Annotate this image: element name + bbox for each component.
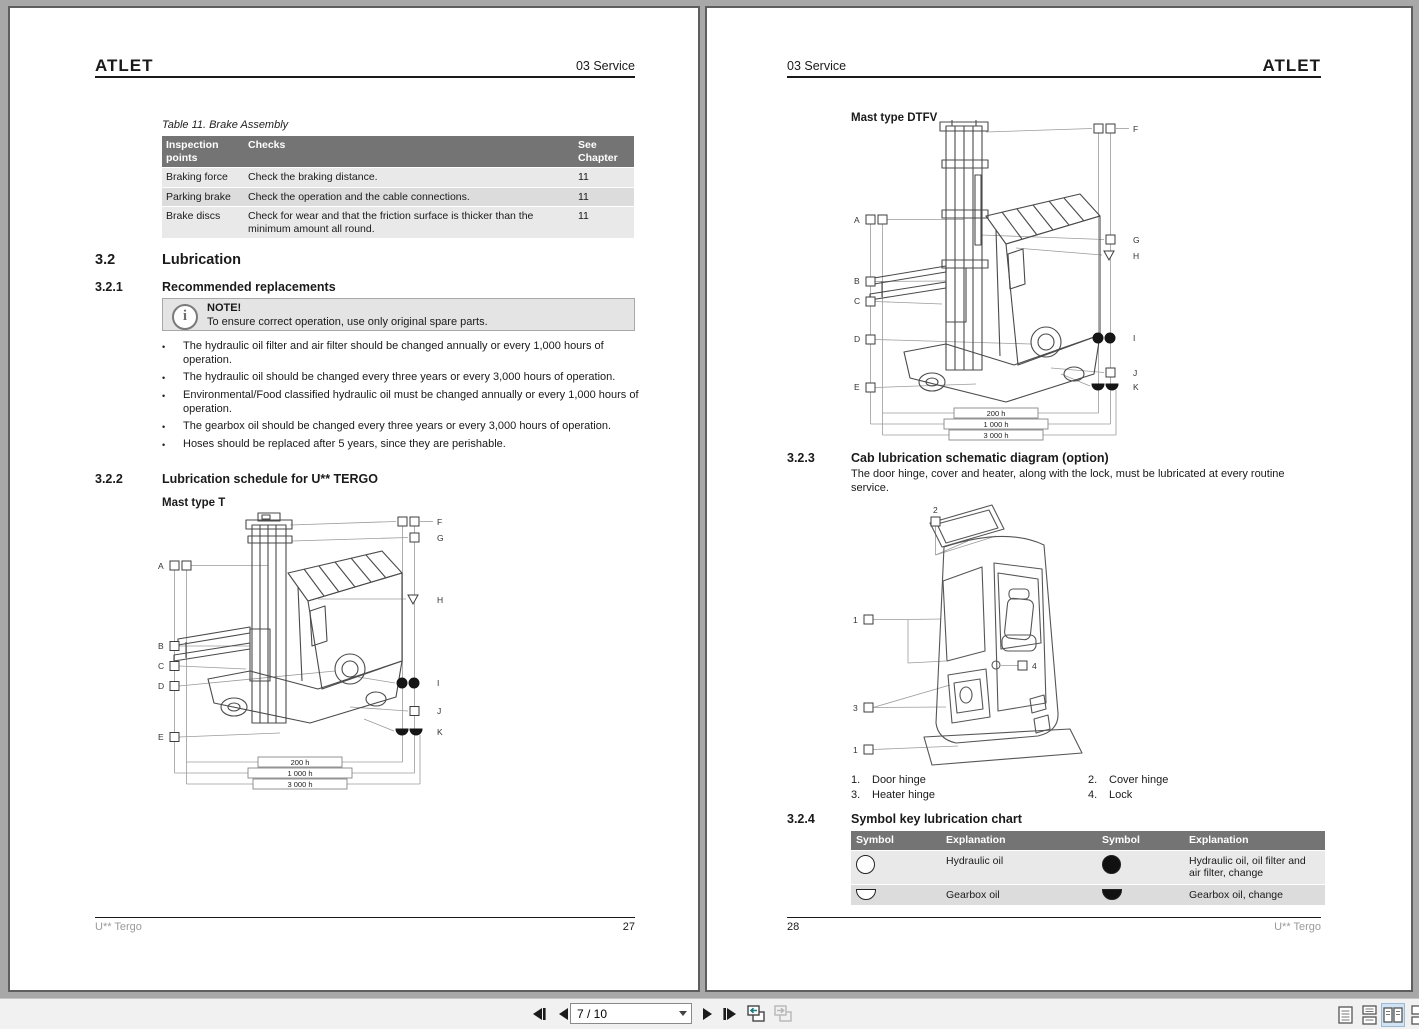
page-header	[95, 58, 635, 78]
section-3-2-2	[95, 472, 635, 486]
callout-a: A	[158, 561, 164, 571]
note-box	[162, 298, 635, 331]
callout-i: I	[1133, 333, 1136, 343]
bullet-icon: •	[162, 373, 166, 383]
bullet-icon: •	[162, 342, 166, 352]
callout-h: H	[1133, 251, 1140, 261]
col-header: Explanation	[941, 831, 1097, 850]
chapter-label: 03 Service	[575, 59, 635, 73]
callout-g: G	[437, 533, 444, 543]
callout-c: C	[854, 296, 861, 306]
section-3-2	[95, 252, 635, 268]
table-caption: Table 11. Brake Assembly	[162, 119, 289, 131]
col-header: Symbol	[851, 831, 941, 850]
table-cell: Braking force	[162, 167, 244, 187]
section-title: Recommended replacements	[162, 280, 336, 294]
table-cell: Check the braking distance.	[244, 167, 574, 187]
callout-d: D	[158, 681, 165, 691]
legend-item: 1. Door hinge	[851, 774, 926, 786]
legend-200h: 200 h	[290, 758, 310, 767]
manual-page-28	[705, 6, 1413, 992]
page-number-input[interactable]	[571, 1006, 675, 1022]
table-cell: Check the operation and the cable connections.	[244, 187, 574, 207]
table-cell: Parking brake	[162, 187, 244, 207]
hydraulic-oil-change-symbol	[1097, 850, 1184, 884]
mast-type-t-diagram	[150, 511, 450, 792]
legend-1000h: 1 000 h	[983, 420, 1009, 429]
callout-a: A	[854, 215, 860, 225]
legend-3000h: 3 000 h	[983, 431, 1009, 440]
page-footer	[787, 917, 1321, 933]
col-header: Inspection points	[162, 136, 244, 167]
footer-model: U** Tergo	[1274, 921, 1321, 933]
info-icon: i	[172, 304, 198, 330]
legend-item: 3. Heater hinge	[851, 789, 935, 801]
section-number: 3.2.4	[787, 812, 815, 826]
callout-b: B	[158, 641, 164, 651]
section-number: 3.2.2	[95, 472, 123, 486]
list-item: • The gearbox oil should be changed every three years or every 3,000 hours of operation.	[162, 420, 612, 432]
callout-h: H	[437, 595, 444, 605]
section-number: 3.2.3	[787, 451, 815, 465]
bullet-icon: •	[162, 440, 166, 450]
gearbox-oil-change-symbol	[1097, 884, 1184, 906]
next-page-button[interactable]	[697, 1003, 719, 1025]
previous-view-button[interactable]	[746, 1003, 768, 1025]
atlet-logo: ATLET	[1262, 56, 1321, 75]
callout-j: J	[437, 706, 442, 716]
hydraulic-oil-symbol	[851, 850, 941, 884]
table-cell: Hydraulic oil, oil filter and air filter, change	[1184, 850, 1325, 884]
table-cell: 11	[574, 206, 634, 238]
bullet-list	[162, 339, 640, 455]
footer-model: U** Tergo	[95, 921, 142, 933]
facing-continuous-view-button[interactable]	[1409, 1003, 1419, 1027]
mast-type-dtfv-diagram	[846, 120, 1146, 444]
mast-type-label: Mast type T	[162, 497, 226, 509]
atlet-logo: ATLET	[95, 56, 154, 75]
callout-e: E	[854, 382, 860, 392]
col-header: Symbol	[1097, 831, 1184, 850]
section-number: 3.2.1	[95, 280, 123, 294]
mast-type-label: Mast type DTFV	[851, 112, 938, 124]
list-item: • Hoses should be replaced after 5 years, since they are perishable.	[162, 438, 506, 450]
note-text: To ensure correct operation, use only original spare parts.	[207, 316, 488, 328]
two-page-view-button[interactable]	[1381, 1003, 1405, 1027]
section-3-2-3	[787, 451, 1332, 465]
table-cell: Gearbox oil, change	[1184, 884, 1325, 906]
note-title: NOTE!	[207, 302, 242, 314]
callout-f: F	[437, 517, 443, 527]
viewer-toolbar	[0, 998, 1419, 1029]
table-cell: Hydraulic oil	[941, 850, 1097, 884]
table-cell: Gearbox oil	[941, 884, 1097, 906]
list-item: • Environmental/Food classified hydraulic oil must be changed annually or every 1,000 hours of operation.	[162, 389, 639, 415]
section-3-2-4	[787, 812, 1332, 826]
callout-d: D	[854, 334, 861, 344]
cab-callout-1b: 1	[853, 745, 858, 755]
cab-legend	[851, 773, 1325, 803]
callout-j: J	[1133, 368, 1138, 378]
section-body: The door hinge, cover and heater, along with the lock, must be lubricated at every routine service.	[851, 468, 1285, 494]
table-cell: Brake discs	[162, 206, 244, 238]
table-cell: 11	[574, 167, 634, 187]
page-footer	[95, 917, 635, 933]
next-view-button[interactable]	[773, 1003, 795, 1025]
col-header: Checks	[244, 136, 574, 167]
table-cell: Check for wear and that the friction surface is thicker than the minimum amount all round.	[244, 206, 574, 238]
page-header	[787, 58, 1321, 78]
first-page-button[interactable]	[528, 1003, 550, 1025]
cab-callout-4: 4	[1032, 661, 1037, 671]
section-title: Lubrication schedule for U** TERGO	[162, 472, 378, 486]
section-number: 3.2	[95, 252, 116, 268]
cab-callout-3: 3	[853, 703, 858, 713]
legend-item: 4. Lock	[1088, 789, 1133, 801]
callout-b: B	[854, 276, 860, 286]
cab-lubrication-diagram	[846, 503, 1126, 771]
single-page-view-button[interactable]	[1333, 1003, 1357, 1027]
section-title: Lubrication	[162, 252, 241, 268]
footer-page-number: 27	[622, 921, 635, 933]
callout-k: K	[1133, 382, 1139, 392]
callout-e: E	[158, 732, 164, 742]
callout-g: G	[1133, 235, 1140, 245]
table-cell: 11	[574, 187, 634, 207]
section-title: Symbol key lubrication chart	[851, 812, 1022, 826]
last-page-button[interactable]	[719, 1003, 741, 1025]
legend-3000h: 3 000 h	[287, 780, 313, 789]
continuous-view-button[interactable]	[1357, 1003, 1381, 1027]
dropdown-caret-icon[interactable]	[679, 1011, 687, 1016]
cab-callout-2: 2	[933, 505, 938, 515]
section-3-2-1	[95, 280, 635, 294]
gearbox-oil-symbol	[851, 884, 941, 906]
cab-callout-1: 1	[853, 615, 858, 625]
callout-f: F	[1133, 124, 1139, 134]
callout-i: I	[437, 678, 440, 688]
symbol-key-table	[851, 831, 1325, 905]
list-item: • The hydraulic oil should be changed every three years or every 3,000 hours of operation.	[162, 371, 616, 383]
bullet-icon: •	[162, 391, 166, 401]
callout-k: K	[437, 727, 443, 737]
chapter-label: 03 Service	[787, 59, 847, 73]
section-title: Cab lubrication schematic diagram (option)	[851, 451, 1109, 465]
callout-c: C	[158, 661, 165, 671]
manual-page-27	[8, 6, 700, 992]
list-item: • The hydraulic oil filter and air filter should be changed annually or every 1,000 hours of operation.	[162, 340, 604, 366]
legend-1000h: 1 000 h	[287, 769, 313, 778]
page-number-combobox[interactable]	[570, 1003, 692, 1024]
legend-item: 2. Cover hinge	[1088, 774, 1169, 786]
legend-200h: 200 h	[986, 409, 1006, 418]
col-header: Explanation	[1184, 831, 1325, 850]
col-header: See Chapter	[574, 136, 634, 167]
brake-assembly-table	[162, 136, 634, 238]
footer-page-number: 28	[787, 921, 800, 933]
bullet-icon: •	[162, 422, 166, 432]
